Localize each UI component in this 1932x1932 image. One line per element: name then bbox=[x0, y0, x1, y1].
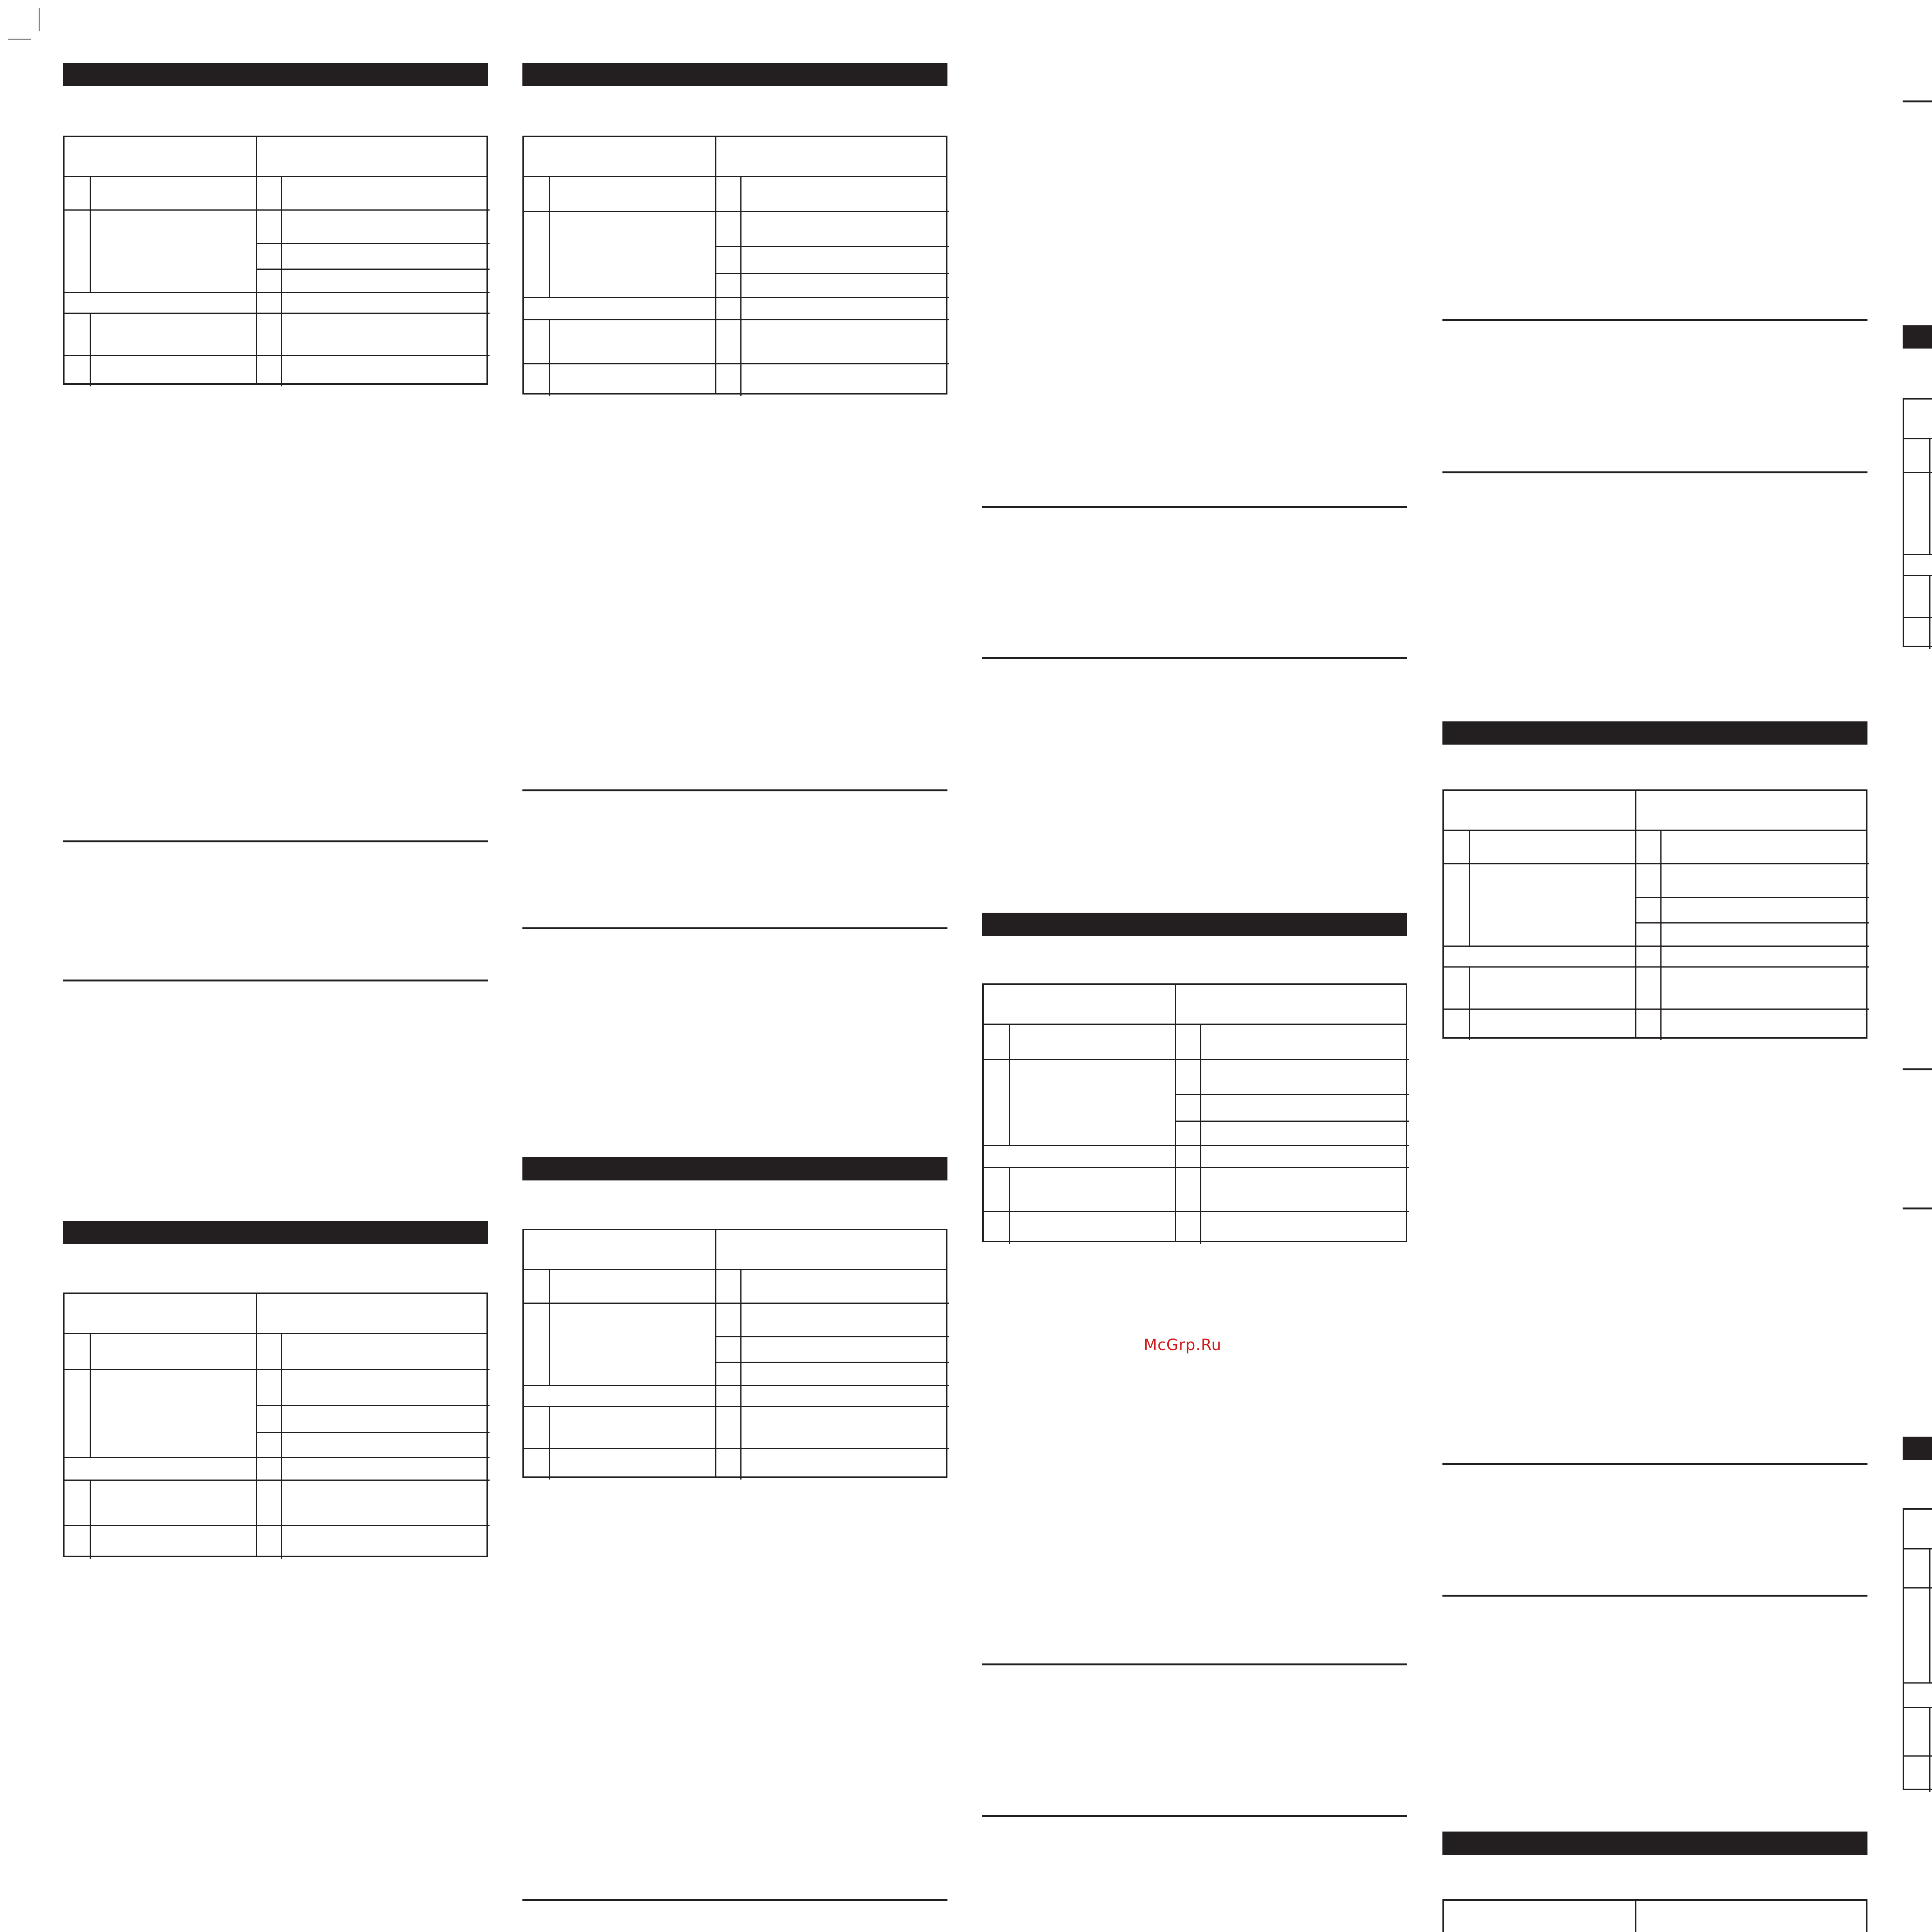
table-row-line-right-4 bbox=[256, 313, 490, 314]
table-row-line-left-3 bbox=[1904, 1755, 1932, 1757]
table-row-line-left-0 bbox=[1904, 1587, 1932, 1588]
table-row-line-right-2 bbox=[1175, 1121, 1409, 1122]
table-row-line-right-1 bbox=[715, 1336, 949, 1337]
table-row-line-left-3 bbox=[1444, 1009, 1635, 1010]
crop-mark-0 bbox=[39, 8, 40, 31]
table-header-line bbox=[65, 176, 486, 177]
table-row-line-left-0 bbox=[1444, 863, 1635, 864]
table-row-line-right-4 bbox=[1635, 966, 1869, 968]
table-index-divider-left-a bbox=[1929, 438, 1930, 554]
table-index-divider-right bbox=[740, 1269, 742, 1480]
table-row-line-right-5 bbox=[256, 1525, 490, 1526]
table-row-line-right-0 bbox=[256, 209, 490, 211]
table-header-line bbox=[984, 1024, 1406, 1025]
section-divider-14 bbox=[982, 657, 1407, 659]
table-row-line-left-1 bbox=[1904, 554, 1932, 555]
table-row-line-right-3 bbox=[1635, 946, 1869, 947]
crop-mark-1 bbox=[8, 39, 31, 40]
table-column-divider bbox=[715, 137, 716, 393]
section-header-bar-3 bbox=[63, 1221, 488, 1244]
section-header-bar-9 bbox=[522, 1157, 947, 1180]
table-row-line-right-2 bbox=[715, 1362, 949, 1363]
section-header-bar-15 bbox=[982, 913, 1407, 936]
table-row-line-left-2 bbox=[524, 319, 715, 320]
table-index-divider-left-b bbox=[1929, 575, 1930, 649]
section-divider-8 bbox=[522, 927, 947, 929]
table-row-line-right-1 bbox=[1175, 1094, 1409, 1095]
table-row-line-right-2 bbox=[256, 269, 490, 270]
table-row-line-left-1 bbox=[65, 1457, 256, 1458]
section-divider-17 bbox=[982, 1815, 1407, 1817]
table-index-divider-left-b bbox=[1009, 1167, 1010, 1244]
table-index-divider-left-b bbox=[1929, 1707, 1930, 1792]
table-row-line-left-1 bbox=[1904, 1682, 1932, 1684]
table-index-divider-left-a bbox=[1009, 1024, 1010, 1145]
section-header-bar-24 bbox=[1442, 1832, 1867, 1855]
spec-table-0 bbox=[63, 136, 488, 385]
section-divider-22 bbox=[1442, 1463, 1867, 1465]
table-row-line-right-3 bbox=[1175, 1145, 1409, 1146]
table-index-divider-left-a bbox=[549, 1269, 550, 1385]
table-index-divider-left-b bbox=[1469, 966, 1470, 1040]
table-index-divider-right bbox=[1200, 1024, 1201, 1244]
table-row-line-right-3 bbox=[715, 1385, 949, 1386]
table-index-divider-right bbox=[1660, 830, 1662, 1040]
table-row-line-left-3 bbox=[524, 1448, 715, 1449]
table-row-line-left-0 bbox=[524, 211, 715, 212]
table-row-line-left-3 bbox=[524, 363, 715, 364]
table-header-line bbox=[1904, 1548, 1932, 1549]
table-header-line bbox=[524, 1269, 946, 1270]
section-divider-20 bbox=[1442, 471, 1867, 473]
table-row-line-left-2 bbox=[65, 313, 256, 314]
table-row-line-left-0 bbox=[65, 1369, 256, 1370]
table-column-divider bbox=[1175, 985, 1176, 1241]
table-index-divider-left-a bbox=[1469, 830, 1470, 946]
table-row-line-right-0 bbox=[715, 211, 949, 212]
table-row-line-left-2 bbox=[1904, 1707, 1932, 1708]
table-row-line-left-2 bbox=[1904, 575, 1932, 576]
table-index-divider-left-a bbox=[1929, 1548, 1930, 1682]
table-index-divider-right bbox=[281, 176, 282, 386]
section-divider-7 bbox=[522, 789, 947, 791]
table-index-divider-left-b bbox=[90, 1480, 91, 1559]
spec-table-9 bbox=[1903, 398, 1932, 647]
table-row-line-right-0 bbox=[715, 1303, 949, 1304]
table-header-line bbox=[65, 1333, 486, 1334]
table-row-line-right-5 bbox=[715, 363, 949, 364]
spec-table-2 bbox=[522, 136, 947, 395]
table-column-divider bbox=[256, 137, 257, 383]
table-row-line-left-1 bbox=[65, 292, 256, 293]
table-row-line-left-2 bbox=[1444, 966, 1635, 968]
table-row-line-left-1 bbox=[1444, 946, 1635, 947]
table-row-line-right-4 bbox=[1175, 1167, 1409, 1168]
table-row-line-left-3 bbox=[1904, 617, 1932, 618]
table-row-line-right-4 bbox=[256, 1480, 490, 1481]
spec-table-10 bbox=[1903, 1508, 1932, 1790]
table-row-line-right-0 bbox=[1175, 1059, 1409, 1060]
table-row-line-right-4 bbox=[715, 1406, 949, 1407]
table-index-divider-left-a bbox=[90, 176, 91, 292]
table-row-line-right-3 bbox=[256, 1457, 490, 1458]
table-row-line-left-2 bbox=[65, 1480, 256, 1481]
table-row-line-left-3 bbox=[65, 355, 256, 356]
section-divider-16 bbox=[982, 1663, 1407, 1665]
table-index-divider-left-a bbox=[90, 1333, 91, 1457]
spec-table-1 bbox=[63, 1293, 488, 1557]
section-divider-28 bbox=[1903, 1068, 1932, 1070]
table-row-line-right-1 bbox=[256, 243, 490, 244]
table-row-line-left-0 bbox=[984, 1059, 1175, 1060]
section-header-bar-27 bbox=[1903, 325, 1932, 349]
spec-table-7 bbox=[1442, 789, 1867, 1039]
table-row-line-left-0 bbox=[1904, 472, 1932, 473]
table-row-line-right-2 bbox=[715, 273, 949, 274]
table-row-line-right-4 bbox=[715, 319, 949, 320]
table-header-line bbox=[524, 176, 946, 177]
table-header-line bbox=[1904, 438, 1932, 439]
table-row-line-left-2 bbox=[984, 1167, 1175, 1168]
table-row-line-right-0 bbox=[256, 1369, 490, 1370]
spec-table-3 bbox=[522, 1229, 947, 1478]
table-row-line-right-2 bbox=[256, 1432, 490, 1433]
table-row-line-left-0 bbox=[524, 1303, 715, 1304]
section-divider-19 bbox=[1442, 319, 1867, 321]
section-divider-26 bbox=[1903, 100, 1932, 102]
watermark: McGrp.Ru bbox=[1144, 1336, 1222, 1354]
section-divider-13 bbox=[982, 506, 1407, 508]
section-divider-1 bbox=[63, 840, 488, 842]
table-row-line-right-5 bbox=[256, 355, 490, 356]
table-column-divider bbox=[1635, 791, 1636, 1037]
table-index-divider-right bbox=[281, 1333, 282, 1559]
table-row-line-left-1 bbox=[524, 297, 715, 298]
section-header-bar-6 bbox=[522, 63, 947, 86]
table-row-line-right-5 bbox=[1175, 1211, 1409, 1212]
table-row-line-left-3 bbox=[984, 1211, 1175, 1212]
table-row-line-left-1 bbox=[524, 1385, 715, 1386]
table-row-line-left-1 bbox=[984, 1145, 1175, 1146]
table-row-line-right-2 bbox=[1635, 922, 1869, 923]
section-divider-23 bbox=[1442, 1595, 1867, 1597]
spec-table-8 bbox=[1442, 1899, 1867, 1932]
table-row-line-right-3 bbox=[256, 292, 490, 293]
table-index-divider-left-b bbox=[549, 319, 550, 396]
table-index-divider-right bbox=[740, 176, 742, 396]
table-row-line-right-1 bbox=[256, 1405, 490, 1406]
section-header-bar-30 bbox=[1903, 1437, 1932, 1460]
table-row-line-right-0 bbox=[1635, 863, 1869, 864]
section-divider-29 bbox=[1903, 1208, 1932, 1209]
section-divider-2 bbox=[63, 980, 488, 981]
table-index-divider-left-b bbox=[549, 1406, 550, 1480]
table-column-divider bbox=[1635, 1901, 1636, 1932]
table-header-line bbox=[1444, 830, 1866, 831]
section-header-bar-21 bbox=[1442, 721, 1867, 745]
table-row-line-right-5 bbox=[1635, 1009, 1869, 1010]
table-row-line-left-3 bbox=[65, 1525, 256, 1526]
table-row-line-right-1 bbox=[1635, 897, 1869, 898]
table-index-divider-left-b bbox=[90, 313, 91, 386]
table-column-divider bbox=[715, 1230, 716, 1476]
section-header-bar-0 bbox=[63, 63, 488, 86]
table-column-divider bbox=[256, 1294, 257, 1556]
section-divider-10 bbox=[522, 1899, 947, 1901]
table-row-line-right-5 bbox=[715, 1448, 949, 1449]
table-index-divider-left-a bbox=[549, 176, 550, 297]
table-row-line-left-2 bbox=[524, 1406, 715, 1407]
table-row-line-left-0 bbox=[65, 209, 256, 211]
spec-table-5 bbox=[982, 983, 1407, 1242]
table-row-line-right-3 bbox=[715, 297, 949, 298]
table-row-line-right-1 bbox=[715, 246, 949, 247]
